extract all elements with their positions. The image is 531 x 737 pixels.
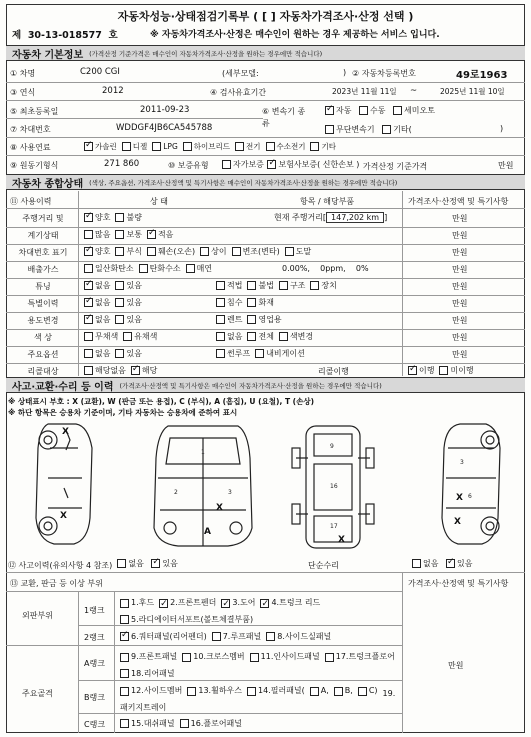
trans-auto-checkbox[interactable] (325, 106, 334, 115)
summary-row-label: 배출가스 (27, 265, 59, 274)
summary-row-won: 만원 (452, 316, 468, 325)
summary-row-label: 용도변경 (27, 316, 59, 325)
part-checkbox[interactable] (159, 599, 168, 608)
detail-model-label: (세부모델: (222, 69, 259, 78)
summary-option-checkbox[interactable] (139, 264, 148, 273)
damage-mark-3: X (216, 503, 223, 513)
summary-option-checkbox[interactable] (216, 332, 225, 341)
basic-won: 만원 (498, 161, 514, 170)
vin-value: WDDGF4JB6CA545788 (116, 123, 213, 133)
trans-semi-checkbox[interactable] (393, 106, 402, 115)
summary-option-checkbox[interactable] (216, 349, 225, 358)
col-price: 가격조사·산정액 및 특기사항 (408, 197, 509, 206)
rankB-label: B랭크 (84, 693, 105, 702)
summary-row-won: 만원 (452, 282, 468, 291)
summary-row-options: ✓ 없음 있음 (84, 314, 147, 326)
form-title: 자동차성능·상태점검기록부 ( [ ] 자동차가격조사·산정 선택 ) (117, 10, 414, 23)
recall-done-label: 리콜이행 (318, 367, 349, 376)
reg-no-value: 49로1963 (456, 70, 508, 81)
parts-price-col: 가격조사·산정액 및 특기사항 (408, 579, 509, 588)
inspection-label: ④ 검사유효기간 (210, 88, 267, 97)
car-left-side-diagram (36, 424, 92, 544)
summary-option-checkbox[interactable] (255, 349, 264, 358)
recall-options: ✓ 이행 미이행 (408, 365, 479, 377)
car-name-value: C200 CGI (80, 67, 120, 77)
summary-option-checkbox[interactable] (310, 281, 319, 290)
self-warranty-checkbox[interactable] (222, 160, 231, 169)
damage-mark-1: X (62, 427, 69, 437)
part-checkbox[interactable] (182, 653, 191, 662)
part-checkbox[interactable] (120, 719, 129, 728)
summary-option-checkbox[interactable] (84, 264, 93, 273)
car-diagrams (8, 418, 523, 550)
car-front-diagram (154, 426, 252, 546)
simple-yes-checkbox[interactable] (446, 559, 455, 568)
summary-row-won: 만원 (452, 350, 468, 359)
transmission-options-1: ✓ 자동 수동 세미오토 (325, 105, 440, 117)
summary-row-options: ✓ 없음 있음 (84, 280, 147, 292)
fuel-option-checkbox[interactable] (235, 142, 244, 151)
trans-close: ) (500, 124, 504, 133)
damage-mark-6: A (204, 527, 211, 537)
summary-row-options: ✓ 양호 불량 (84, 212, 147, 224)
summary-option-checkbox[interactable] (247, 332, 256, 341)
trans-manual-checkbox[interactable] (359, 106, 368, 115)
odometer-value: 147,202 km (326, 212, 384, 223)
summary-option-checkbox[interactable] (84, 281, 93, 290)
part-checkbox[interactable] (212, 632, 221, 641)
part-checkbox[interactable] (120, 632, 129, 641)
trans-etc-checkbox[interactable] (382, 125, 391, 134)
summary-option-checkbox[interactable] (216, 298, 225, 307)
damage-mark-4: X (456, 493, 463, 503)
summary-row-won: 만원 (452, 231, 468, 240)
summary-row-label: 튜닝 (35, 282, 51, 291)
summary-row-items: 적법 불법 구조 장치 (216, 280, 342, 292)
main-frame-label: 주요골격 (22, 689, 53, 698)
summary-option-checkbox[interactable] (200, 247, 209, 256)
transmission-label: ⑥ 변속기 종류 (262, 107, 306, 128)
col-use-history: ⑪ 사용이력 (10, 197, 52, 206)
inspection-tilde: ~ (410, 86, 418, 96)
part-checkbox[interactable] (120, 687, 129, 696)
insurer-warranty-checkbox[interactable] (267, 160, 276, 169)
summary-row-won: 만원 (452, 214, 468, 223)
parts-title: ⑬ 교환, 판금 등 이상 부위 (10, 579, 103, 588)
summary-option-checkbox[interactable] (147, 247, 156, 256)
fuel-option-checkbox[interactable] (84, 142, 93, 151)
summary-option-checkbox[interactable] (279, 281, 288, 290)
recall-option-checkbox[interactable] (439, 366, 448, 375)
summary-option-checkbox[interactable] (84, 298, 93, 307)
part-checkbox[interactable] (187, 687, 196, 696)
simple-repair-row: 없음 ✓ 있음 (412, 558, 477, 570)
svg-text:16: 16 (330, 483, 338, 490)
summary-option-checkbox[interactable] (84, 213, 93, 222)
rankA-label: A랭크 (84, 659, 105, 668)
part-checkbox[interactable] (221, 599, 230, 608)
summary-option-checkbox[interactable] (247, 298, 256, 307)
warranty-label: ⑩ 보증유형 (168, 161, 209, 170)
transmission-options-2: 무단변속기 기타( (325, 124, 417, 136)
summary-option-checkbox[interactable] (247, 281, 256, 290)
svg-text:1: 1 (201, 449, 205, 456)
summary-option-checkbox[interactable] (115, 230, 124, 239)
part-checkbox[interactable] (120, 669, 129, 678)
rankC-label: C랭크 (84, 720, 106, 729)
summary-option-checkbox[interactable] (115, 349, 124, 358)
trans-cvt-checkbox[interactable] (325, 125, 334, 134)
fuel-option-checkbox[interactable] (310, 142, 319, 151)
summary-row-options: 해당없음 ✓ 해당 (84, 365, 162, 377)
summary-option-checkbox[interactable] (115, 315, 124, 324)
part-checkbox[interactable] (180, 719, 189, 728)
part-checkbox[interactable] (266, 632, 275, 641)
damage-mark-2: X (60, 511, 67, 521)
summary-option-checkbox[interactable] (84, 366, 93, 375)
repair-header: 사고·교환·수리 등 이력 (가격조사·산정액 및 특기사항은 매수인이 자동차가격조사·산정을 원하는 경우에만 적습니다) (6, 377, 525, 393)
svg-text:17: 17 (330, 523, 338, 530)
summary-row-options: ✓ 양호 부식 훼손(오손) 상이 변조(변타) 도말 (84, 246, 316, 258)
price-basis-label: 가격산정 기준가격 (362, 162, 428, 171)
part-checkbox[interactable] (358, 687, 367, 696)
summary-row-items: 침수 화재 (216, 297, 279, 309)
summary-option-checkbox[interactable] (279, 332, 288, 341)
summary-row-options: ✓ 없음 있음 (84, 297, 147, 309)
summary-option-checkbox[interactable] (84, 247, 93, 256)
part-checkbox[interactable] (250, 653, 259, 662)
summary-option-checkbox[interactable] (147, 230, 156, 239)
simple-repair-label: 단순수리 (308, 561, 339, 570)
accident-yes-checkbox[interactable] (151, 559, 160, 568)
record-number: 제 30-13-018577 호 (12, 30, 118, 41)
part-checkbox[interactable] (310, 687, 319, 696)
inspection-from: 2023년 11월 11일 (332, 87, 397, 96)
legend-symbols: ※ 상태표시 부호 : X (교환), W (판금 또는 용접), C (부식), A (흠집), U (요철), T (손상) (8, 397, 315, 406)
summary-option-checkbox[interactable] (115, 213, 124, 222)
svg-text:2: 2 (174, 489, 178, 496)
emission-values: 0.00%, 0ppm, 0% (282, 264, 369, 273)
motor-value: 271 860 (104, 159, 140, 169)
damage-mark-5: X (454, 517, 461, 527)
summary-row-label: 계기상태 (27, 231, 59, 240)
svg-text:3: 3 (228, 489, 232, 496)
warranty-options: 자가보증 ✓ 보험사보증( 신한손보 ) 가격산정 기준가격 (222, 159, 427, 172)
detail-model-close: ) (343, 68, 347, 77)
rank1-items: 1.후드 ✓ 2.프론트펜더 ✓ 3.도어 ✓ 4.트렁크 리드 5.라디에이터서포트(볼트체결부품) (120, 596, 400, 629)
summary-row-options: 많음 보통 ✓ 적음 (84, 229, 178, 241)
fuel-options: ✓ 가솔린 디젤 LPG 하이브리드 전기 수소전기 기타 (84, 141, 341, 153)
simple-none-checkbox[interactable] (412, 559, 421, 568)
summary-row-label: 특별이력 (27, 299, 59, 308)
rankA-items: 9.프론트패널 10.크로스멤버 11.인사이드패널 17.트렁크플로어 18.리어패널 (120, 650, 400, 683)
accident-none-checkbox[interactable] (117, 559, 126, 568)
part-checkbox[interactable] (247, 687, 256, 696)
rank1-label: 1랭크 (84, 606, 105, 615)
rankB-items: 12.사이드멤버 13.휠하우스 14.필러패널( A, B, C) 19.패키지트레이 (120, 686, 396, 712)
part-checkbox[interactable] (120, 615, 129, 624)
fuel-option-checkbox[interactable] (152, 142, 161, 151)
summary-row-label: 차대번호 표기 (18, 248, 68, 257)
part-checkbox[interactable] (120, 653, 129, 662)
fuel-option-checkbox[interactable] (183, 142, 192, 151)
summary-option-checkbox[interactable] (84, 230, 93, 239)
summary-row-items: 렌트 영업용 (216, 314, 287, 326)
summary-row-won: 만원 (452, 265, 468, 274)
parts-won: 만원 (448, 661, 464, 670)
rank2-label: 2랭크 (84, 633, 105, 642)
part-checkbox[interactable] (120, 599, 129, 608)
summary-row-options: 일산화탄소 탄화수소 매연 (84, 263, 217, 275)
col-item: 항목 / 해당부품 (300, 197, 355, 206)
summary-row-won: 만원 (452, 333, 468, 342)
summary-option-checkbox[interactable] (115, 281, 124, 290)
legend-note: ※ 하단 항목은 승용차 기준이며, 기타 자동차는 승용차에 준하여 표시 (8, 408, 238, 417)
summary-option-checkbox[interactable] (216, 281, 225, 290)
recall-option-checkbox[interactable] (408, 366, 417, 375)
summary-option-checkbox[interactable] (285, 247, 294, 256)
part-checkbox[interactable] (334, 687, 343, 696)
summary-option-checkbox[interactable] (115, 298, 124, 307)
summary-option-checkbox[interactable] (247, 315, 256, 324)
motor-label: ⑨ 원동기형식 (10, 161, 59, 170)
damage-mark-7: X (338, 535, 345, 545)
summary-row-items: 없음 전체 색변경 (216, 331, 318, 343)
col-state: 상 태 (150, 197, 168, 206)
summary-option-checkbox[interactable] (84, 315, 93, 324)
summary-row-won: 만원 (452, 248, 468, 257)
summary-row-label: 색 상 (34, 333, 52, 342)
vin-label: ⑦ 차대번호 (10, 125, 51, 134)
summary-row-won: 만원 (452, 299, 468, 308)
svg-text:3: 3 (460, 459, 464, 466)
part-checkbox[interactable] (325, 653, 334, 662)
first-reg-label: ⑤ 최초등록일 (10, 107, 59, 116)
summary-row-items: 썬루프 내비게이션 (216, 348, 310, 360)
summary-option-checkbox[interactable] (84, 349, 93, 358)
rank2-items: ✓ 6.쿼터패널(리어펜더) 7.루프패널 8.사이드실패널 (120, 631, 400, 643)
fuel-option-checkbox[interactable] (122, 142, 131, 151)
summary-row-label: 리콜대상 (27, 367, 59, 376)
summary-option-checkbox[interactable] (216, 315, 225, 324)
rankC-items: 15.대쉬패널 16.플로어패널 (120, 718, 400, 730)
summary-row-options: 없음 있음 (84, 348, 147, 360)
summary-row-label: 주행거리 및 (22, 214, 64, 223)
fuel-label: ⑧ 사용연료 (10, 143, 51, 152)
car-right-side-diagram (442, 424, 500, 544)
reg-no-label: ② 자동차등록번호 (352, 69, 416, 78)
basic-info-header: 자동차 기본정보 (가격산정 기준가격은 매수인이 자동차가격조사·산정을 원하는 경우에만 적습니다) (6, 45, 525, 61)
accident-row: ⑫ 사고이력(유의사항 4 참조) 없음 ✓ 있음 (8, 558, 183, 571)
fuel-option-checkbox[interactable] (266, 142, 275, 151)
summary-row-label: 주요옵션 (27, 350, 59, 359)
summary-option-checkbox[interactable] (232, 247, 241, 256)
summary-header: 자동차 종합상태 (색상, 주요옵션, 가격조사·산정액 및 특기사항은 매수인이 자동차가격조사·산정을 원하는 경우에만 적습니다) (6, 174, 525, 190)
svg-text:9: 9 (330, 443, 334, 450)
car-name-label: ① 차명 (10, 69, 36, 78)
first-reg-value: 2011-09-23 (140, 105, 190, 115)
summary-option-checkbox[interactable] (131, 366, 140, 375)
odometer-field: 현재 주행거리[ 147,202 km ] (274, 213, 388, 222)
summary-option-checkbox[interactable] (115, 247, 124, 256)
summary-option-checkbox[interactable] (123, 332, 132, 341)
inspection-to: 2025년 11월 10일 (440, 87, 505, 96)
year-value: 2012 (102, 86, 124, 96)
part-checkbox[interactable] (260, 599, 269, 608)
year-label: ③ 연식 (10, 88, 36, 97)
summary-row-options: 무채색 유채색 (84, 331, 162, 343)
service-notice: ※ 자동차가격조사·산정은 매수인이 원하는 경우 제공하는 서비스 입니다. (150, 30, 440, 40)
summary-option-checkbox[interactable] (84, 332, 93, 341)
outer-panel-label: 외판부위 (22, 611, 53, 620)
summary-option-checkbox[interactable] (186, 264, 195, 273)
svg-text:6: 6 (468, 493, 472, 500)
